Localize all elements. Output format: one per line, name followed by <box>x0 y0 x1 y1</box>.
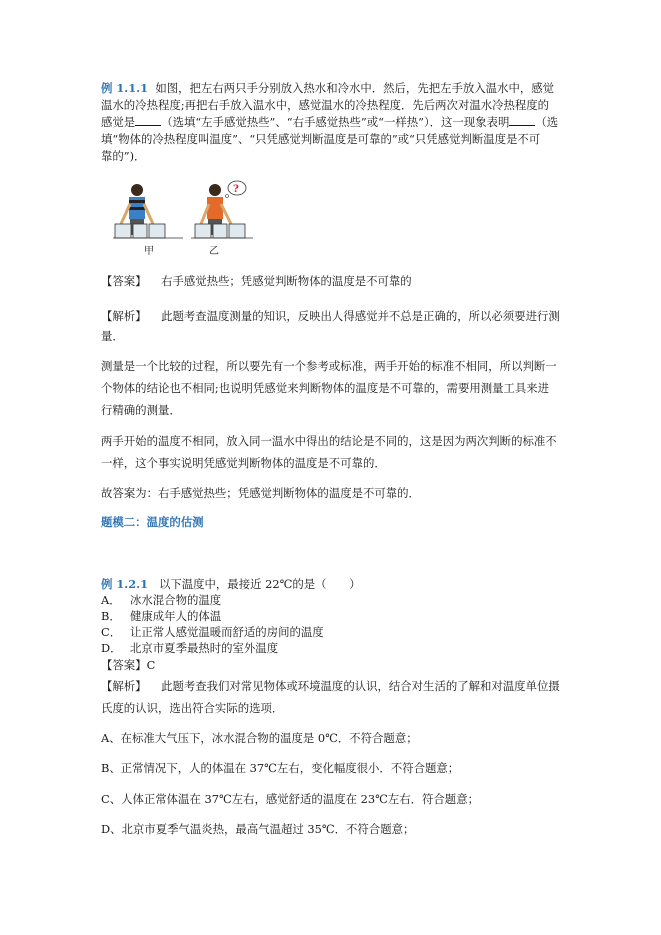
answer-blank-1 <box>135 115 161 126</box>
analysis-item-a: A、在标准大气压下，冰水混合物的温度是 0℃．不符合题意； <box>101 731 418 745</box>
paragraph-2-line-1: 两手开始的温度不相同，放入同一温水中得出的结论是不同的，这是因为两次判断的标准不 <box>101 434 557 448</box>
answer-blank-2 <box>509 115 535 126</box>
example-2-question: 例 1.2.1 以下温度中，最接近 22℃的是（ ） <box>101 577 361 591</box>
example-2-answer: 【答案】C <box>101 658 156 672</box>
answer-tag: 【答案】 <box>101 274 147 288</box>
example-1-line-3: 感觉是 （选填“左手感觉热些”、“右手感觉热些”或“一样热”）．这一现象表明 （选 <box>101 115 559 129</box>
example-1-line-2: 温水的冷热程度;再把右手放入温水中，感觉温水的冷热程度．先后两次对温水冷热程度的 <box>101 98 550 112</box>
example-1-line-5: 靠的”)． <box>101 149 146 163</box>
paragraph-1-line-2: 个物体的结论也不相同;也说明凭感觉来判断物体的温度是不可靠的，需要用测量工具来进 <box>101 381 550 395</box>
analysis-item-c: C、人体正常体温在 37℃左右，感觉舒适的温度在 23℃左右．符合题意； <box>101 792 479 806</box>
hands-in-water-illustration <box>113 180 273 258</box>
section-heading: 题模二：温度的估测 <box>101 515 204 529</box>
analysis-tag: 【解析】 <box>101 309 147 323</box>
figure-caption-right: 乙 <box>209 246 219 257</box>
experiment-figure <box>113 180 273 258</box>
option-d: D． 北京市夏季最热时的室外温度 <box>101 641 279 655</box>
paragraph-1-line-3: 行精确的测量． <box>101 403 181 417</box>
conclusion: 故答案为：右手感觉热些；凭感觉判断物体的温度是不可靠的． <box>101 486 420 500</box>
svg-text:?: ? <box>233 184 239 195</box>
example-1-analysis-line-1: 【解析】 此题考查温度测量的知识，反映出人得感觉并不总是正确的，所以必须要进行测 <box>101 309 560 323</box>
paragraph-2-line-2: 一样，这个事实说明凭感觉判断物体的温度是不可靠的． <box>101 456 386 470</box>
example-1-analysis-line-2: 量． <box>101 329 124 343</box>
paragraph-1-line-1: 测量是一个比较的过程，所以要先有一个参考或标准，两手开始的标准不相同，所以判断一 <box>101 359 557 373</box>
analysis-item-d: D、北京市夏季气温炎热，最高气温超过 35℃．不符合题意； <box>101 822 415 836</box>
example-1-label: 例 1.1.1 <box>101 81 149 95</box>
example-1-line-1: 例 1.1.1 如图，把左右两只手分别放入热水和冷水中．然后，先把左手放入温水中，感觉 <box>101 81 555 95</box>
option-b: B． 健康成年人的体温 <box>101 609 222 623</box>
option-c: C． 让正常人感觉温暖而舒适的房间的温度 <box>101 625 324 639</box>
example-1-answer: 【答案】 右手感觉热些；凭感觉判断物体的温度是不可靠的 <box>101 274 412 288</box>
analysis-item-b: B、正常情况下，人的体温在 37℃左右，变化幅度很小．不符合题意； <box>101 761 460 775</box>
example-2-analysis-line-2: 氏度的认识，选出符合实际的选项． <box>101 701 284 715</box>
figure-caption-left: 甲 <box>144 246 154 257</box>
option-a: A． 冰水混合物的温度 <box>101 593 222 607</box>
analysis-tag-2: 【解析】 <box>101 679 147 693</box>
answer-tag-2: 【答案】 <box>101 658 147 672</box>
example-2-analysis-line-1: 【解析】 此题考查我们对常见物体或环境温度的认识，结合对生活的了解和对温度单位摄 <box>101 679 560 693</box>
example-1-line-4: 填“物体的冷热程度叫温度”、“只凭感觉判断温度是可靠的”或“只凭感觉判断温度是不可 <box>101 132 541 146</box>
example-2-label: 例 1.2.1 <box>101 577 149 591</box>
